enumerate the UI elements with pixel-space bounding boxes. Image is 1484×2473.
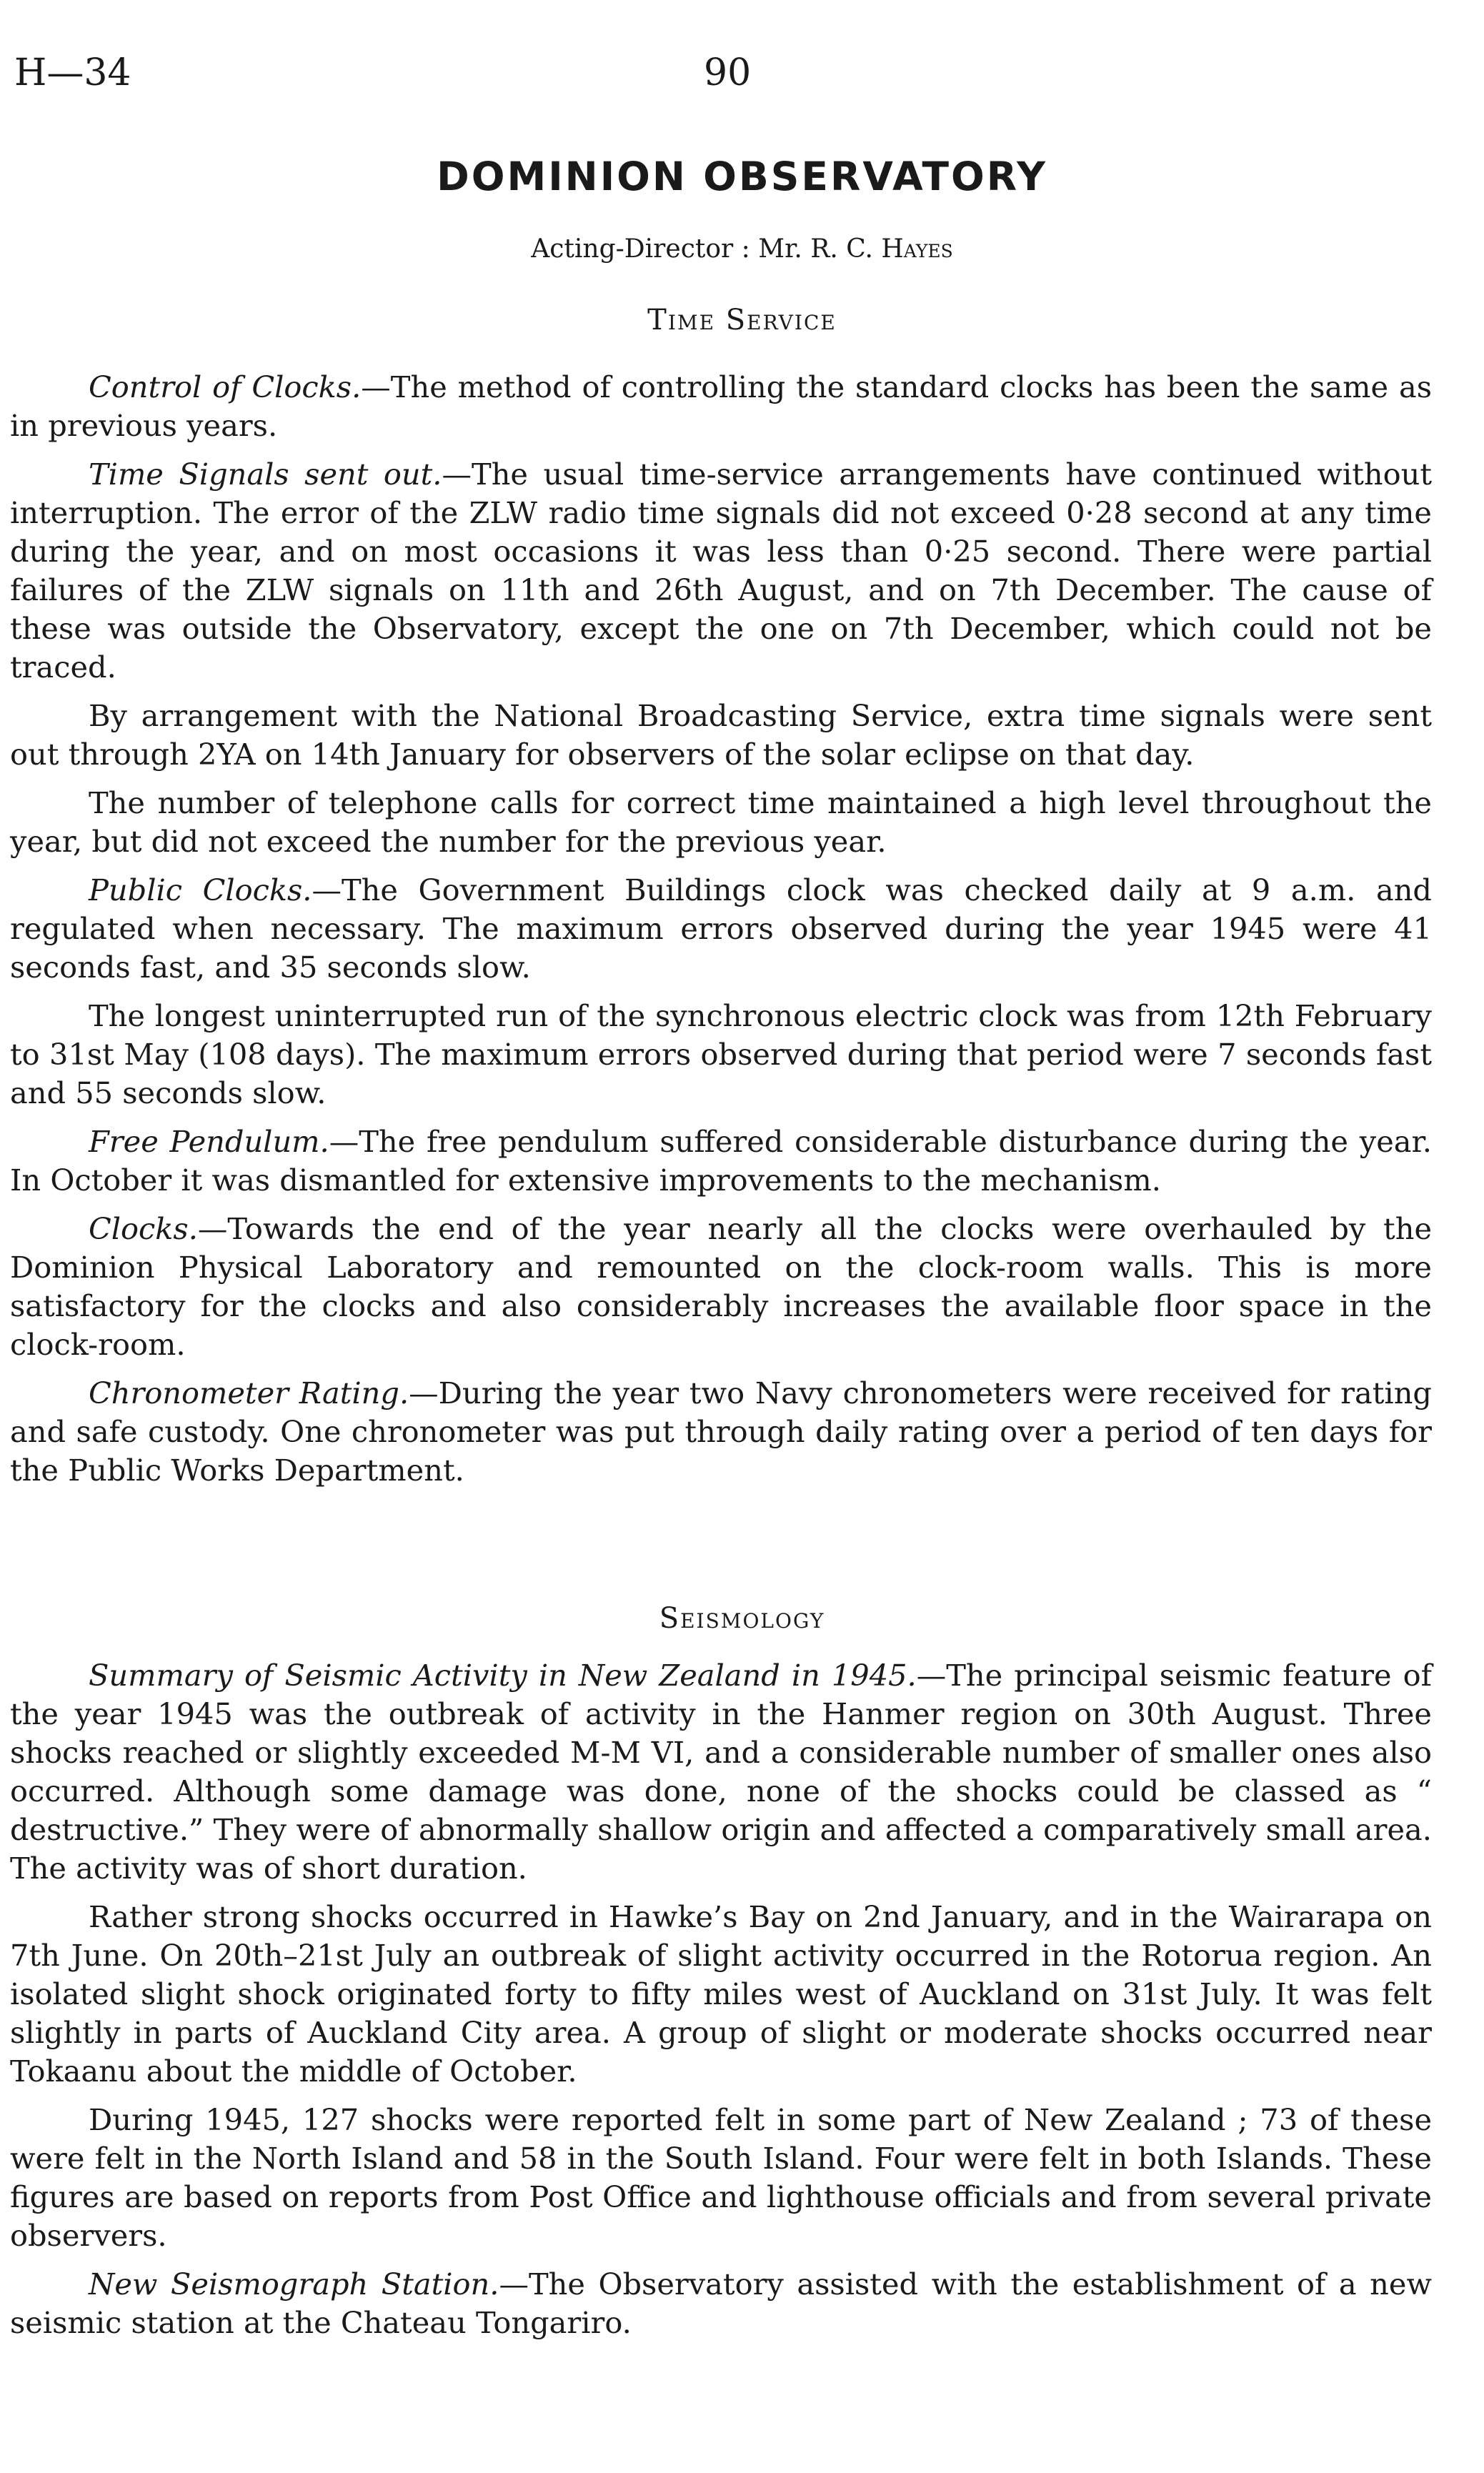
paragraph-lead: Control of Clocks. [89,369,362,404]
paragraph [10,2101,1432,2255]
paragraph-text: During 1945, 127 shocks were reported felt in some part of New Zealand ; 73 of these were felt in the North Island and 58 in the South Island. Four were felt in both Islands. These figures are based on reports from Post Office and lighthouse officials and from several private observers. [10,2102,1432,2253]
paragraph [10,1656,1432,1888]
page-number: 90 [704,51,752,94]
paragraph [10,2265,1432,2342]
paragraph-lead: Clocks. [89,1211,198,1246]
director-surname: Hayes [881,234,953,264]
paragraph-lead: Free Pendulum. [89,1124,329,1159]
paragraph-text: The longest uninterrupted run of the synchronous electric clock was from 12th February to 31st May (108 days). The maximum errors observed during that period were 7 seconds fast and 55 seconds slow. [10,998,1432,1110]
paragraph-text: —The Observatory assisted with the establishment of a new seismic station at the Chateau Tongariro. [10,2266,1432,2340]
paragraph-text: —Towards the end of the year nearly all the clocks were overhauled by the Dominion Physical Laboratory and remounted on the clock-room walls. This is more satisfactory for the clocks and also considerably increases the available floor space in the clock-room. [10,1211,1432,1362]
paragraph [10,1210,1432,1364]
paragraph [10,697,1432,774]
page-title: DOMINION OBSERVATORY [437,154,1047,199]
paragraph [10,455,1432,687]
director-label: Acting-Director : [531,234,750,264]
paragraph-lead: New Seismograph Station. [89,2266,499,2302]
paragraph-lead: Time Signals sent out. [89,457,442,492]
paragraph-text: —During the year two Navy chronometers were received for rating and safe custody. One chronometer was put through daily rating over a period of ten days for the Public Works Department. [10,1375,1432,1488]
director-name-prefix: Mr. R. C. [758,234,873,264]
paragraph-text: —The Government Buildings clock was checked daily at 9 a.m. and regulated when necessary. The maximum errors observed during the year 1945 were 41 seconds fast, and 35 seconds slow. [10,872,1432,985]
paragraph [10,784,1432,861]
paragraph-text: By arrangement with the National Broadcasting Service, extra time signals were sent out through 2YA on 14th January for observers of the solar eclipse on that day. [10,698,1432,772]
paragraph [10,997,1432,1113]
section-body-time-service [10,368,1432,1500]
paragraph [10,368,1432,445]
paragraph-lead: Public Clocks. [89,872,312,907]
paragraph-text: Rather strong shocks occurred in Hawke’s Bay on 2nd January, and in the Wairarapa on 7th June. On 20th–21st July an outbreak of slight activity occurred in the Rotorua region. An isolated slight shock originated forty to fifty miles west of Auckland on 31st July. It was felt slightly in parts of Auckland City area. A group of slight or moderate shocks occurred near Tokaanu about the middle of October. [10,1899,1432,2089]
paragraph-text: The number of telephone calls for correct time maintained a high level throughout the year, but did not exceed the number for the previous year. [10,785,1432,859]
paragraph [10,1374,1432,1490]
acting-director-line [0,234,1484,264]
paragraph-text: —The free pendulum suffered considerable disturbance during the year. In October it was dismantled for extensive improvements to the mechanism. [10,1124,1432,1198]
paragraph [10,1123,1432,1200]
paragraph [10,871,1432,987]
paragraph-lead: Chronometer Rating. [89,1375,409,1410]
section-body-seismology [10,1656,1432,2352]
paragraph-text: —The method of controlling the standard clocks has been the same as in previous years. [10,369,1432,443]
paragraph-text: —The principal seismic feature of the year 1945 was the outbreak of activity in the Hanmer region on 30th August. Three shocks reached or slightly exceeded M-M VI, and a considerable number of smaller ones also occurred. Although some damage was done, none of the shocks could be classed as “ destructive.” They were of abnormally shallow origin and affected a comparatively small area. The activity was of short duration. [10,1658,1432,1886]
report-code: H—34 [14,51,131,94]
paragraph-text: —The usual time-service arrangements have continued without interruption. The error of the ZLW radio time signals did not exceed 0·28 second at any time during the year, and on most occasions it was less than 0·25 second. There were partial failures of the ZLW signals on 11th and 26th August, and on 7th December. The cause of these was outside the Observatory, except the one on 7th December, which could not be traced. [10,457,1432,685]
section-heading-time-service: Time Service [647,304,837,337]
section-heading-seismology: Seismology [659,1602,825,1635]
paragraph [10,1898,1432,2091]
paragraph-lead: Summary of Seismic Activity in New Zealand in 1945. [89,1658,917,1693]
